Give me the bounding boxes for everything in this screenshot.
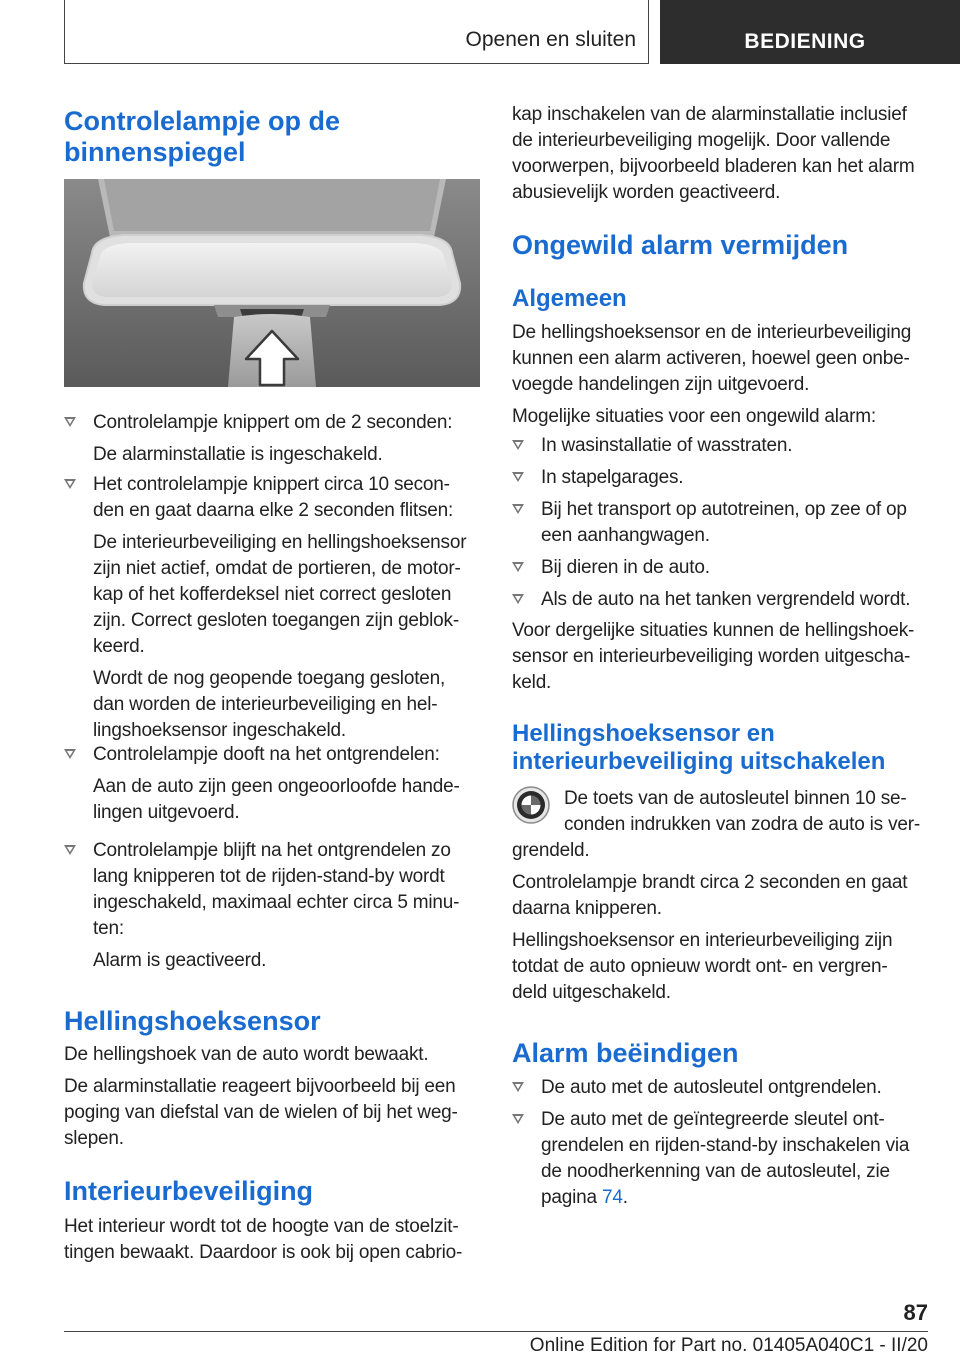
list-item-text: grendelen en rijden-stand-by inschakelen via	[541, 1135, 910, 1156]
heading-hellingshoeksensor: Hellingshoeksensor	[64, 1006, 321, 1036]
list-item-subtext: keerd.	[93, 636, 145, 657]
list-item-text: een aanhangwagen.	[541, 525, 710, 546]
bullet-triangle-icon	[512, 594, 524, 604]
paragraph-line: kap inschakelen van de alarminstallatie inclusief	[512, 104, 907, 125]
mirror-illustration	[64, 179, 480, 387]
list-item-text: Bij het transport op autotreinen, op zee of op	[541, 499, 907, 520]
bullet-triangle-icon	[64, 479, 76, 489]
list-item	[64, 410, 480, 468]
page-number: 87	[903, 1300, 928, 1325]
list-item	[512, 587, 928, 613]
paragraph-line: voegde handelingen zijn uitgevoerd.	[512, 374, 810, 395]
list-item-text: ingeschakeld, maximaal echter circa 5 minu-	[93, 892, 460, 913]
list-item	[512, 1107, 928, 1211]
list-item	[64, 472, 480, 744]
list-item-text: In stapelgarages.	[541, 467, 684, 488]
list-item-subtext: lingen uitgevoerd.	[93, 802, 240, 823]
list-item-text: Controlelampje dooft na het ontgrendelen:	[93, 744, 440, 765]
bullet-triangle-icon	[64, 749, 76, 759]
paragraph-dergelijke	[512, 618, 928, 696]
list-item-subtext: zijn niet actief, omdat de portieren, de motor-	[93, 558, 461, 579]
paragraph-line: abusievelijk worden geactiveerd.	[512, 182, 781, 203]
bullet-triangle-icon	[512, 1114, 524, 1124]
paragraph-hellingshoek	[64, 1042, 480, 1152]
paragraph-line: Controlelampje brandt circa 2 seconden en gaat	[512, 872, 908, 893]
paragraph-line: sensor en interieurbeveiliging worden uitgescha-	[512, 646, 911, 667]
list-item-subtext: De interieurbeveiliging en hellingshoeksensor	[93, 532, 467, 553]
list-item	[64, 838, 480, 974]
heading-alarm-beeindigen: Alarm beëindigen	[512, 1038, 739, 1068]
paragraph-line: poging van diefstal van de wielen of bij het weg-	[64, 1102, 458, 1123]
bullet-triangle-icon	[512, 440, 524, 450]
list-item	[64, 742, 480, 826]
heading-ongewild-alarm: Ongewild alarm vermijden	[512, 230, 849, 260]
bullet-triangle-icon	[64, 417, 76, 427]
list-item-subtext: Wordt de nog geopende toegang gesloten,	[93, 668, 446, 689]
list-item	[512, 433, 928, 459]
paragraph-continued	[512, 102, 928, 206]
heading-interieurbeveiliging: Interieurbeveiliging	[64, 1176, 314, 1206]
heading-algemeen: Algemeen	[512, 285, 627, 312]
page-link[interactable]: 74	[601, 1187, 623, 1208]
list-item-subtext: De alarminstallatie is ingeschakeld.	[93, 444, 383, 465]
heading-uitschakelen	[512, 720, 928, 776]
list-item	[512, 465, 928, 491]
bullet-triangle-icon	[512, 504, 524, 514]
paragraph-line: grendeld.	[512, 840, 590, 861]
paragraph-line: tingen bewaakt. Daardoor is ook bij open cabrio-	[64, 1242, 463, 1263]
heading-line-2: binnenspiegel	[64, 137, 246, 167]
list-item-text: de noodherkenning van de autosleutel, zie	[541, 1161, 890, 1182]
list-item-subtext: zijn. Correct gesloten toegangen zijn geblok-	[93, 610, 459, 631]
paragraph-line: Hellingshoeksensor en interieurbeveiliging zijn	[512, 930, 893, 951]
list-item-text: ten:	[93, 918, 124, 939]
heading-line-2: interieurbeveiliging uitschakelen	[512, 748, 886, 775]
list-item-text: lang knipperen tot de rijden-stand-by wordt	[93, 866, 445, 887]
paragraph-line: De hellingshoek van de auto wordt bewaakt.	[64, 1044, 429, 1065]
paragraph-line: De alarminstallatie reageert bijvoorbeeld bij een	[64, 1076, 456, 1097]
page-ref-label: pagina	[541, 1187, 597, 1208]
heading-line-1: Hellingshoeksensor en	[512, 720, 775, 747]
paragraph-line: voorwerpen, bijvoorbeeld bladeren kan het alarm	[512, 156, 915, 177]
bullet-triangle-icon	[512, 562, 524, 572]
list-item-text: Bij dieren in de auto.	[541, 557, 710, 578]
bullet-triangle-icon	[64, 845, 76, 855]
paragraph-line: daarna knipperen.	[512, 898, 662, 919]
paragraph-line: slepen.	[64, 1128, 124, 1149]
list-item-text: De auto met de autosleutel ontgrendelen.	[541, 1077, 882, 1098]
list-item-text: In wasinstallatie of wasstraten.	[541, 435, 793, 456]
header-rule-divider	[648, 0, 649, 64]
paragraph-line: deld uitgeschakeld.	[512, 982, 671, 1003]
paragraph-line: Voor dergelijke situaties kunnen de hellingshoek-	[512, 620, 915, 641]
paragraph-line: keld.	[512, 672, 552, 693]
list-item-text: Het controlelampje knippert circa 10 secon-	[93, 474, 450, 495]
footer-rule	[64, 1331, 928, 1332]
list-item	[512, 497, 928, 549]
list-item-text: Controlelampje blijft na het ontgrendelen zo	[93, 840, 451, 861]
list-item-text: De auto met de geïntegreerde sleutel ont-	[541, 1109, 885, 1130]
header-chapter-tab: BEDIENING	[660, 0, 960, 64]
bullet-triangle-icon	[512, 1082, 524, 1092]
paragraph-line: kunnen een alarm activeren, hoewel geen onbe-	[512, 348, 910, 369]
paragraph-line: De hellingshoeksensor en de interieurbeveiliging	[512, 322, 912, 343]
paragraph-line: conden indrukken van zodra de auto is ver-	[564, 814, 920, 835]
paragraph-line: De toets van de autosleutel binnen 10 se-	[564, 788, 907, 809]
list-item-subtext: kap of het kofferdeksel niet correct gesloten	[93, 584, 452, 605]
paragraph-algemeen	[512, 320, 928, 430]
punctuation: .	[622, 1187, 628, 1208]
mirror-image	[64, 179, 480, 387]
heading-controlelampje	[64, 106, 480, 168]
paragraph-line: Het interieur wordt tot de hoogte van de stoelzit-	[64, 1216, 459, 1237]
edition-note: Online Edition for Part no. 01405A040C1 - II/20	[529, 1335, 928, 1356]
list-item-subtext: Aan de auto zijn geen ongeoorloofde hande-	[93, 776, 460, 797]
paragraph-line: totdat de auto opnieuw wordt ont- en vergren-	[512, 956, 888, 977]
paragraph-uitschakelen	[512, 786, 928, 1006]
list-item-text: Controlelampje knippert om de 2 seconden:	[93, 412, 453, 433]
paragraph-interieur	[64, 1214, 480, 1266]
heading-line-1: Controlelampje op de	[64, 106, 341, 136]
list-item-subtext: lingshoeksensor ingeschakeld.	[93, 720, 346, 741]
paragraph-line: de interieurbeveiliging mogelijk. Door vallende	[512, 130, 891, 151]
list-item-subtext: Alarm is geactiveerd.	[93, 950, 267, 971]
list-item-text: den en gaat daarna elke 2 seconden flitsen:	[93, 500, 454, 521]
header-section-title: Openen en sluiten	[465, 28, 636, 51]
header-rule-bottom	[64, 63, 649, 64]
list-item	[512, 555, 928, 581]
list-item-subtext: dan worden de interieurbeveiliging en hel-	[93, 694, 438, 715]
list-item-text: Als de auto na het tanken vergrendeld wordt.	[541, 589, 911, 610]
list-item	[512, 1075, 928, 1101]
paragraph-line: Mogelijke situaties voor een ongewild alarm:	[512, 406, 877, 427]
list-item-text	[541, 1185, 928, 1211]
bullet-triangle-icon	[512, 472, 524, 482]
